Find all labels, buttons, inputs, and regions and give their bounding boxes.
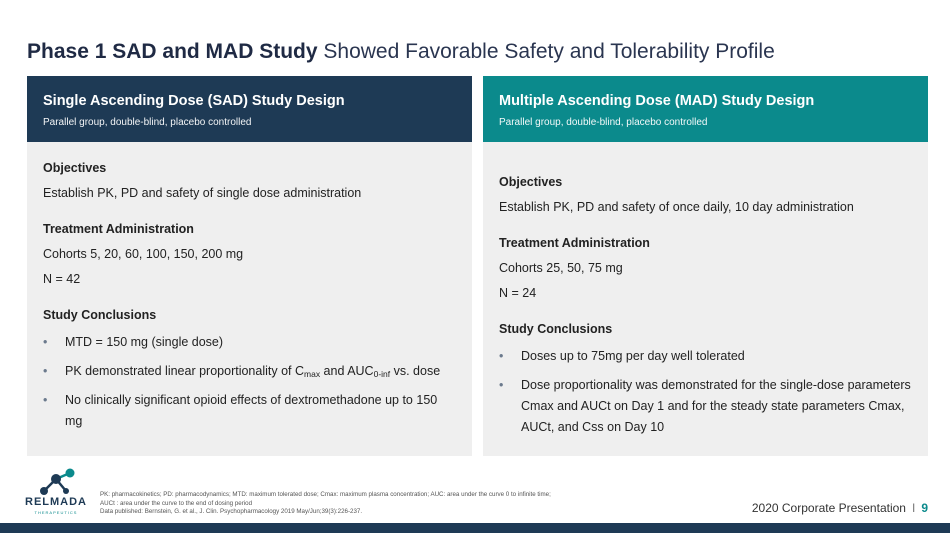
sad-panel-subtitle: Parallel group, double-blind, placebo controlled xyxy=(43,117,252,128)
sad-conclusions-list xyxy=(43,332,456,432)
sad-treatment-heading: Treatment Administration xyxy=(43,222,194,236)
mad-n-text: N = 24 xyxy=(499,286,537,300)
sad-bullet-3: No clinically significant opioid effects of dextromethadone up to 150 mg xyxy=(65,393,438,428)
mad-conclusions-heading: Study Conclusions xyxy=(499,322,613,336)
mad-objectives-heading: Objectives xyxy=(499,175,563,189)
sad-bullet-2-post: vs. dose xyxy=(390,364,441,378)
logo-name: RELMADA xyxy=(25,496,87,508)
mad-objectives-text: Establish PK, PD and safety of once daily, 10 day administration xyxy=(499,200,854,214)
title-bold: Phase 1 SAD and MAD Study xyxy=(27,40,318,63)
company-logo xyxy=(18,463,92,519)
mad-treatment-heading: Treatment Administration xyxy=(499,236,650,250)
bottom-bar xyxy=(0,523,950,533)
bullet-icon: • xyxy=(43,364,48,378)
sad-cohorts-text: Cohorts 5, 20, 60, 100, 150, 200 mg xyxy=(43,247,244,261)
list-item xyxy=(43,332,456,353)
mad-panel-title: Multiple Ascending Dose (MAD) Study Design xyxy=(499,93,815,109)
molecule-logo-icon xyxy=(18,465,92,499)
mad-bullet-1: Doses up to 75mg per day well tolerated xyxy=(521,349,745,363)
auc-subscript: 0-inf xyxy=(373,369,391,379)
slide-title xyxy=(27,38,927,66)
bullet-icon: • xyxy=(43,335,48,349)
mad-cohorts-text: Cohorts 25, 50, 75 mg xyxy=(499,261,623,275)
title-rest: Showed Favorable Safety and Tolerability Profile xyxy=(317,40,775,63)
footnote-line-3: Data published: Bernstein, G. et al., J. Clin. Psychopharmacology 2019 May/Jun;39(3):226-237. xyxy=(100,508,363,515)
page-number: 9 xyxy=(921,501,928,515)
sad-bullet-2-pre: PK demonstrated linear proportionality of C xyxy=(65,364,305,378)
sad-objectives-heading: Objectives xyxy=(43,161,107,175)
sad-conclusions-heading: Study Conclusions xyxy=(43,308,157,322)
sad-panel-header xyxy=(27,76,472,142)
logo-tagline: THERAPEUTICS xyxy=(34,510,78,515)
cmax-subscript: max xyxy=(304,369,321,379)
list-item xyxy=(43,390,456,432)
list-item xyxy=(499,346,912,367)
mad-bullet-2: Dose proportionality was demonstrated for the single-dose parameters Cmax and AUCt on Day 1 and for the steady state parameters Cmax, AUCt, and Css on Day 10 xyxy=(521,378,911,434)
sad-panel-body xyxy=(27,142,472,432)
footnote-line-1: PK: pharmacokinetics; PD: pharmacodynamics; MTD: maximum tolerated dose; Cmax: maximum plasma concentration; AUC: area under the curve 0 to infinite time; xyxy=(100,491,551,498)
mad-panel-subtitle: Parallel group, double-blind, placebo controlled xyxy=(499,117,708,128)
sad-panel-title: Single Ascending Dose (SAD) Study Design xyxy=(43,93,345,109)
mad-panel-body xyxy=(483,142,928,438)
mad-conclusions-list xyxy=(499,346,912,438)
footnote-line-2: AUCt : area under the curve to the end of dosing period xyxy=(100,499,253,507)
mad-panel xyxy=(483,76,928,456)
footer-separator: I xyxy=(911,501,916,515)
sad-bullet-2-mid: and AUC xyxy=(320,364,374,378)
bullet-icon: • xyxy=(499,378,504,392)
sad-bullet-1: MTD = 150 mg (single dose) xyxy=(65,335,224,349)
sad-objectives-text: Establish PK, PD and safety of single dose administration xyxy=(43,186,362,200)
bullet-icon: • xyxy=(499,349,504,363)
list-item xyxy=(43,361,456,382)
footer xyxy=(752,501,928,515)
footer-label: 2020 Corporate Presentation xyxy=(751,501,906,515)
list-item xyxy=(499,375,912,438)
sad-n-text: N = 42 xyxy=(43,272,81,286)
sad-panel xyxy=(27,76,472,456)
mad-panel-header xyxy=(483,76,928,142)
bullet-icon: • xyxy=(43,393,48,407)
sad-bullet-2 xyxy=(65,364,440,378)
footnotes xyxy=(100,491,640,517)
